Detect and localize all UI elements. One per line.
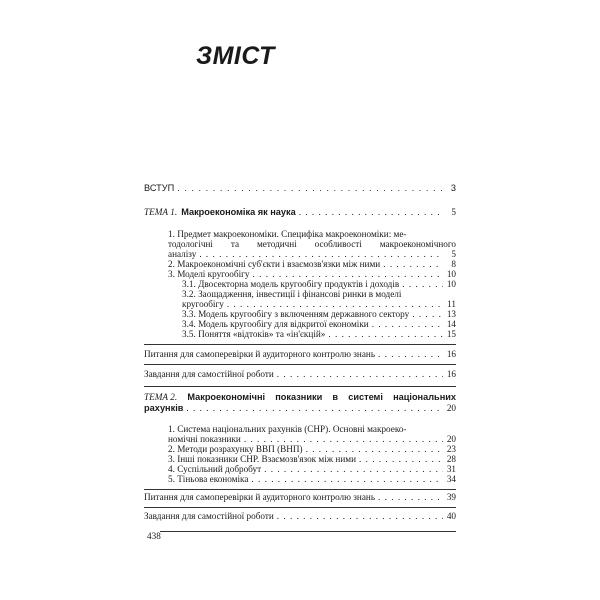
leader-dots <box>277 511 443 521</box>
toc-entry-label: ВСТУП <box>144 183 175 193</box>
divider <box>144 364 456 365</box>
toc-page-number: 40 <box>446 511 456 521</box>
toc-entry-label: 5. Тіньова економіка <box>168 474 249 484</box>
word: системі <box>348 392 383 402</box>
leader-dots <box>378 349 443 359</box>
toc-item-1-3-1 <box>182 279 456 289</box>
toc-page-number: 23 <box>446 444 456 454</box>
toc-entry-intro <box>144 183 456 193</box>
toc-page-number: 28 <box>446 454 456 464</box>
leader-dots <box>359 454 443 464</box>
word: національних <box>393 392 456 402</box>
toc-page-number: 14 <box>446 319 456 329</box>
toc-entry-label: Питання для самоперевірки й аудиторного контролю знань <box>144 349 376 359</box>
page-title: ЗМІСТ <box>196 42 275 70</box>
topic-number: ТЕМА 1. <box>144 207 178 217</box>
toc-item-1-3-2-line2 <box>182 299 456 309</box>
toc-page-number: 31 <box>446 464 456 474</box>
toc-item-1-1-line3 <box>168 249 456 259</box>
toc-item-2-2 <box>168 444 456 454</box>
topic-number: ТЕМА 2. <box>144 392 178 402</box>
toc-entry-label: аналізу <box>168 249 197 259</box>
toc-entry-label: номічні показники <box>168 434 241 444</box>
toc-entry-label: Завдання для самостійної роботи <box>144 369 274 379</box>
leader-dots <box>402 279 443 289</box>
toc-tasks-1 <box>144 369 456 379</box>
toc-item-1-3-2-line1: 3.2. Заощадження, інвестиції і фінансові ринки в моделі <box>182 289 402 299</box>
toc-page-number: 10 <box>446 279 456 289</box>
toc-entry-label: кругообігу <box>182 299 224 309</box>
toc-item-1-3-4 <box>182 319 456 329</box>
divider <box>144 386 456 387</box>
word: особливості <box>314 239 362 249</box>
toc-topic-1 <box>144 207 456 217</box>
toc-entry-label: Питання для самоперевірки й аудиторного контролю знань <box>144 492 376 502</box>
toc-page-number: 5 <box>451 207 456 217</box>
toc-entry-label: 4. Суспільний добробут <box>168 464 262 474</box>
leader-dots <box>299 207 443 217</box>
page-number: 438 <box>147 531 161 541</box>
leader-dots <box>186 403 443 413</box>
toc-item-1-3 <box>168 269 456 279</box>
toc-topic-2-line2 <box>144 403 456 413</box>
leader-dots <box>277 369 443 379</box>
leader-dots <box>251 474 443 484</box>
toc-entry-label: 3. Моделі кругообігу <box>168 269 250 279</box>
toc-entry-label: 2. Методи розрахунку ВВП (ВНП) <box>168 444 303 454</box>
word: макроекономічного <box>379 239 456 249</box>
toc-page-number: 16 <box>446 369 456 379</box>
word: методичні <box>256 239 297 249</box>
toc-page-number: 15 <box>446 329 456 339</box>
toc-page-number: 11 <box>447 299 456 309</box>
word: Макроекономічні <box>187 392 266 402</box>
word: показники <box>275 392 323 402</box>
leader-dots <box>177 183 443 193</box>
toc-item-2-3 <box>168 454 456 464</box>
word: тодологічні <box>168 239 213 249</box>
toc-page-number: 13 <box>446 309 456 319</box>
divider <box>144 489 456 490</box>
toc-page-number: 34 <box>446 474 456 484</box>
toc-item-1-1-line2 <box>168 239 456 249</box>
toc-item-1-2 <box>168 259 456 269</box>
toc-questions-2 <box>144 492 456 502</box>
toc-tasks-2 <box>144 511 456 521</box>
toc-item-1-1-line1: 1. Предмет макроекономіки. Специфіка макроекономіки: ме- <box>168 229 407 239</box>
toc-entry-label: 2. Макроекономічні суб'єкти і взаємозв'язки між ними <box>168 259 381 269</box>
divider <box>144 344 456 345</box>
toc-page-number: 39 <box>446 492 456 502</box>
leader-dots <box>306 444 443 454</box>
toc-page-number: 16 <box>446 349 456 359</box>
toc-item-1-3-3 <box>182 309 456 319</box>
toc-page-number: 20 <box>446 434 456 444</box>
toc-page-number: 3 <box>450 183 456 193</box>
toc-page-number: 5 <box>451 249 456 259</box>
leader-dots <box>253 269 444 279</box>
topic-title: Макроекономіка як наука <box>181 207 296 217</box>
leader-dots <box>244 434 443 444</box>
toc-page-number: 20 <box>446 403 456 413</box>
toc-topic-2-line1 <box>144 392 456 402</box>
footer-rule <box>160 531 456 532</box>
toc-item-2-4 <box>168 464 456 474</box>
word: та <box>230 239 240 249</box>
leader-dots <box>383 259 443 269</box>
toc-item-1-3-5 <box>182 329 456 339</box>
toc-item-2-1-line2 <box>168 434 456 444</box>
leader-dots <box>372 319 443 329</box>
toc-page-number: 8 <box>451 259 456 269</box>
leader-dots <box>227 299 443 309</box>
topic-title: рахунків <box>144 403 184 413</box>
word: в <box>332 392 339 402</box>
toc-entry-label: 3.5. Поняття «відтоків» та «ін'єкцій» <box>182 329 326 339</box>
toc-entry-label: 3.4. Модель кругообігу для відкритої економіки <box>182 319 369 329</box>
toc-entry-label: Завдання для самостійної роботи <box>144 511 274 521</box>
toc-entry-label: 3. Інші показники СНР. Взаємозв'язок між ними <box>168 454 356 464</box>
leader-dots <box>328 329 443 339</box>
toc-item-2-1-line1: 1. Система національних рахунків (СНР). Основні макроеко- <box>168 424 407 434</box>
toc-entry-label: 3.3. Модель кругообігу з включенням державного сектору <box>182 309 410 319</box>
toc-page-number: 10 <box>446 269 456 279</box>
divider <box>144 507 456 508</box>
toc-entry-label: 3.1. Двосекторна модель кругообігу продуктів і доходів <box>182 279 400 289</box>
toc-questions-1 <box>144 349 456 359</box>
leader-dots <box>412 309 443 319</box>
leader-dots <box>264 464 443 474</box>
leader-dots <box>199 249 443 259</box>
toc-item-2-5 <box>168 474 456 484</box>
leader-dots <box>378 492 443 502</box>
